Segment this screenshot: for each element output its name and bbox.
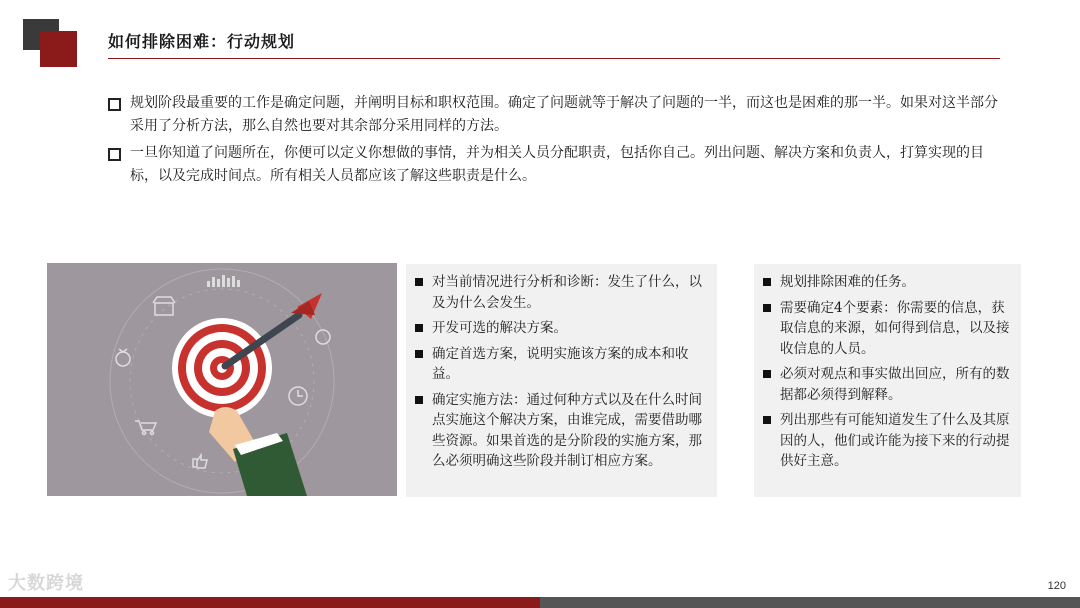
list-item xyxy=(754,410,1011,472)
list-item-text: 列出那些有可能知道发生了什么及其原因的人，他们或许能为接下来的行动提供好主意。 xyxy=(780,412,1010,469)
list-item-text: 开发可选的解决方案。 xyxy=(432,320,567,336)
thumbs-up-icon xyxy=(193,455,207,468)
corner-decoration-red xyxy=(40,31,77,67)
bullet-square-icon xyxy=(763,278,771,286)
list-item xyxy=(754,364,1011,405)
list-item xyxy=(754,298,1011,360)
list-item-text: 需要确定4个要素：你需要的信息，获取信息的来源，如何得到信息，以及接收信息的人员。 xyxy=(780,299,1010,357)
intro-item xyxy=(108,92,998,138)
list-item xyxy=(406,318,709,339)
list-item xyxy=(406,390,709,472)
bullet-square-icon xyxy=(415,350,423,358)
intro-section xyxy=(108,92,998,192)
target-illustration xyxy=(47,263,397,496)
dartboard-hand-illustration xyxy=(47,263,397,496)
clock-icon xyxy=(289,387,307,405)
steps-panel xyxy=(406,264,717,497)
intro-item xyxy=(108,142,998,188)
list-item xyxy=(406,272,709,313)
list-item xyxy=(406,344,709,385)
watermark-logo: 大数跨境 xyxy=(8,573,84,594)
shop-icon xyxy=(153,297,175,315)
cart-icon xyxy=(135,421,156,435)
list-item xyxy=(754,272,1011,293)
page-number: 120 xyxy=(1047,580,1066,592)
money-bag-icon xyxy=(116,349,130,366)
bullet-square-icon xyxy=(763,304,771,312)
bullet-square-icon xyxy=(415,278,423,286)
footer-bar xyxy=(0,597,1080,608)
intro-text: 一旦你知道了问题所在，你便可以定义你想做的事情，并为相关人员分配职责，包括你自己。列出问题、解决方案和负责人，打算实现的目标，以及完成时间点。所有相关人员都应该了解这些职责是什么。 xyxy=(130,145,984,184)
page-title: 如何排除困难：行动规划 xyxy=(108,32,296,51)
intro-text: 规划阶段最重要的工作是确定问题，并阐明目标和职权范围。确定了问题就等于解决了问题的一半，而这也是困难的那一半。如果对这半部分采用了分析方法，那么自然也要对其余部分采用同样的方法。 xyxy=(130,95,998,134)
list-item-text: 确定实施方法：通过何种方式以及在什么时间点实施这个解决方案，由谁完成，需要借助哪些资源。如果首选的是分阶段的实施方案，那么必须明确这些阶段并制订相应方案。 xyxy=(432,391,702,469)
title-divider xyxy=(108,58,1000,59)
list-item-text: 确定首选方案，说明实施该方案的成本和收益。 xyxy=(432,345,689,382)
list-item-text: 对当前情况进行分析和诊断：发生了什么，以及为什么会发生。 xyxy=(432,274,702,311)
checkbox-square-icon xyxy=(108,98,121,111)
checkbox-square-icon xyxy=(108,148,121,161)
bullet-square-icon xyxy=(415,324,423,332)
footer-bar-grey xyxy=(540,597,1080,608)
list-item-text: 规划排除困难的任务。 xyxy=(780,274,915,290)
tasks-panel xyxy=(754,264,1021,497)
tasks-list xyxy=(754,264,1021,472)
bullet-square-icon xyxy=(415,396,423,404)
bullet-square-icon xyxy=(763,416,771,424)
list-item-text: 必须对观点和事实做出回应，所有的数据都必须得到解释。 xyxy=(780,366,1010,403)
steps-list xyxy=(406,264,717,472)
bullet-square-icon xyxy=(763,370,771,378)
